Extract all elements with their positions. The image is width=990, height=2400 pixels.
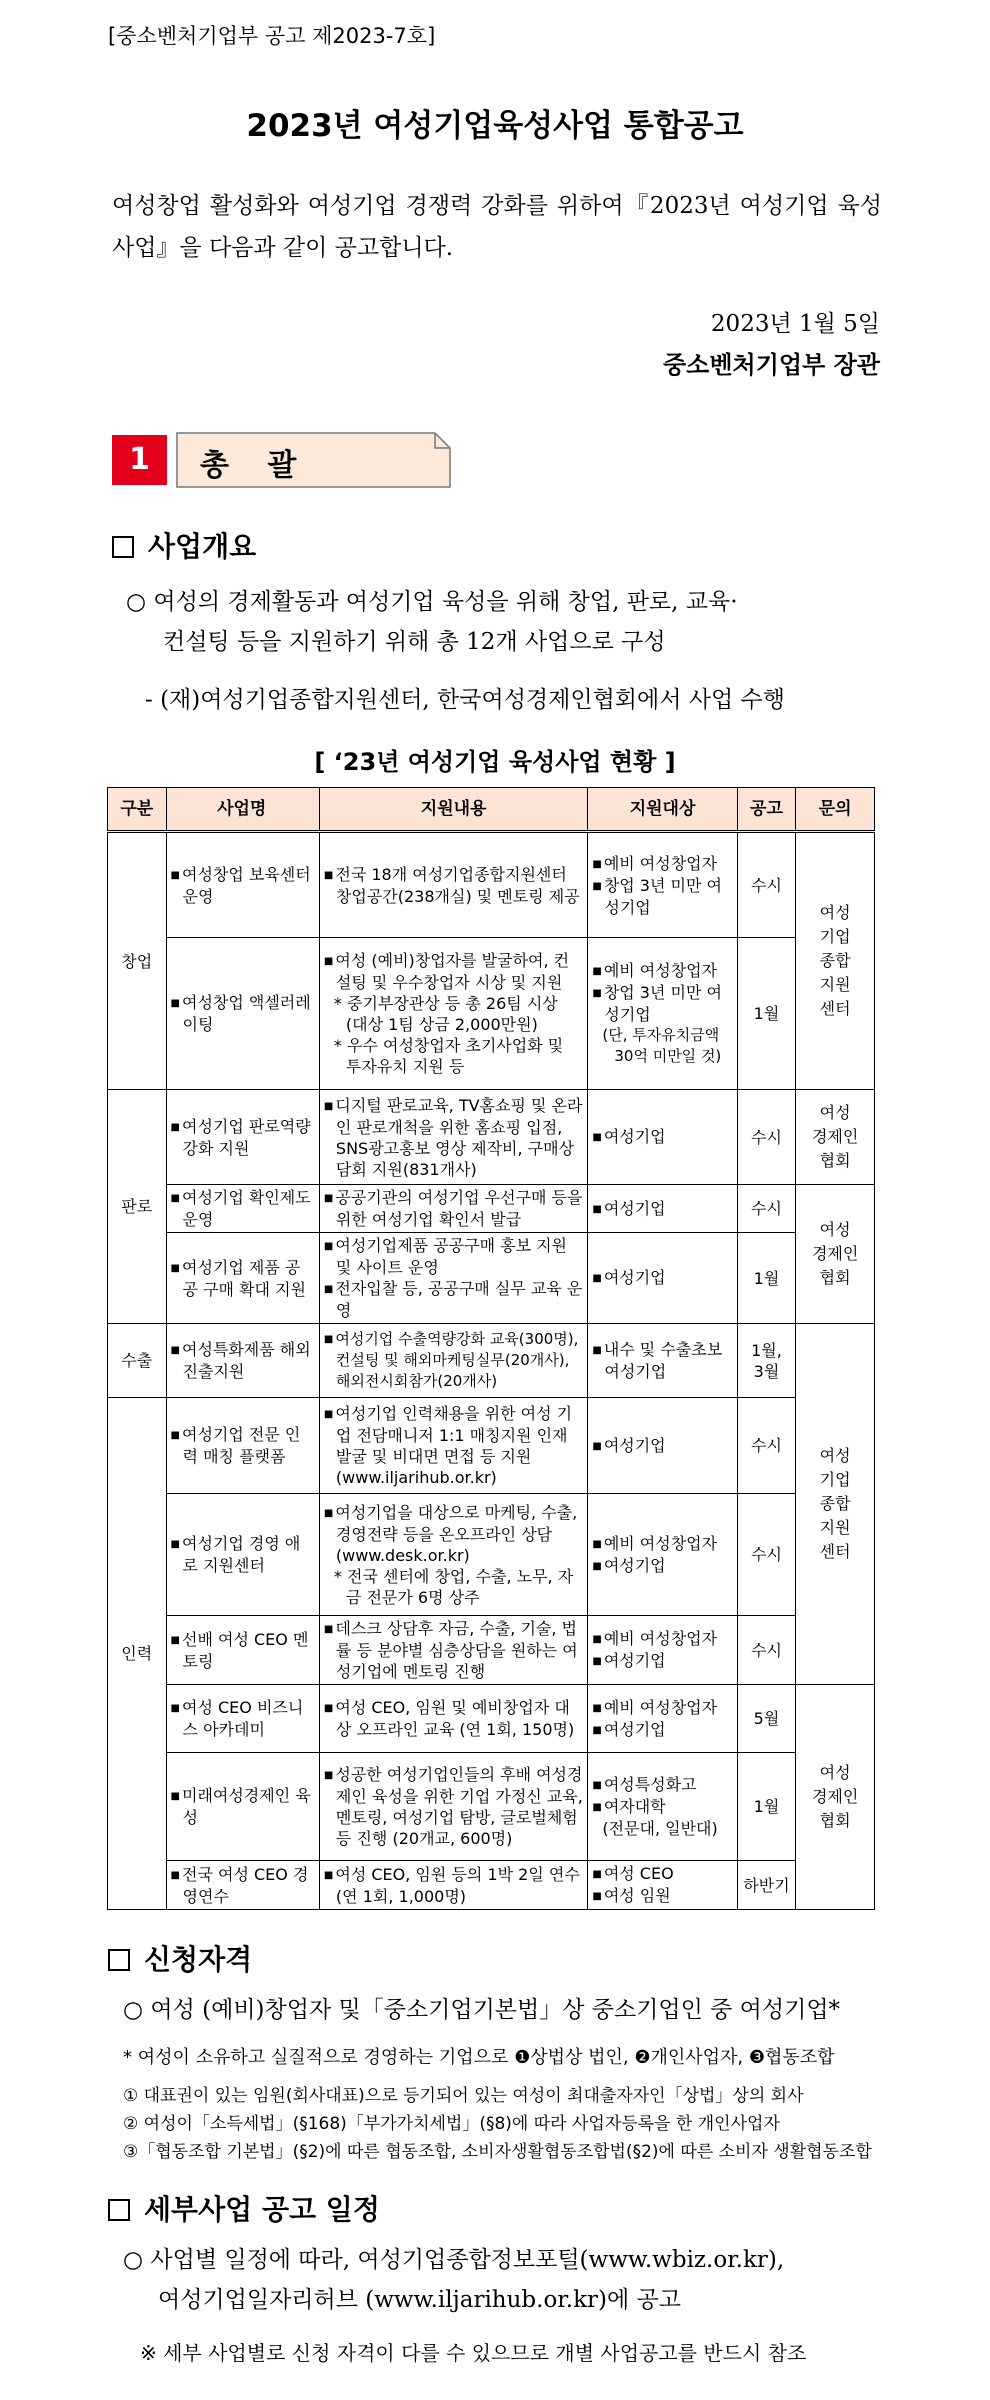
- program-target: ■ 예비 여성창업자 ■ 여성기업: [588, 1494, 737, 1616]
- program-target: ■ 내수 및 수출초보 여성기업: [588, 1324, 737, 1398]
- inquiry-cell: 여성 경제인 협회: [796, 1185, 875, 1324]
- eligibility-note: * 여성이 소유하고 실질적으로 경영하는 기업으로 ❶상법상 법인, ❷개인사업자, ❸협동조합: [123, 2047, 835, 2068]
- program-target: ■ 여성기업: [588, 1090, 737, 1185]
- table-row: [108, 832, 875, 938]
- program-target: ■ 여성기업: [588, 1233, 737, 1324]
- table-title: [ ‘23년 여성기업 육성사업 현황 ]: [314, 748, 676, 776]
- table-row: [108, 1185, 875, 1233]
- intro-paragraph: 여성창업 활성화와 여성기업 경쟁력 강화를 위하여『2023년 여성기업 육성사업』을 다음과 같이 공고합니다.: [112, 193, 882, 261]
- schedule-line-1: ○ 사업별 일정에 따라, 여성기업종합정보포털(www.wbiz.or.kr),: [123, 2247, 785, 2273]
- program-name: ■ 여성기업 전문 인력 매칭 플랫폼: [166, 1398, 319, 1494]
- program-name: ■ 미래여성경제인 육성: [166, 1753, 319, 1861]
- program-content: ■ 공공기관의 여성기업 우선구매 등을 위한 여성기업 확인서 발급: [319, 1185, 587, 1233]
- table-row: [108, 1616, 875, 1685]
- announce-cell: 수시: [737, 1090, 796, 1185]
- program-content: ■ 여성 CEO, 임원 및 예비창업자 대상 오프라인 교육 (연 1회, 150명): [319, 1685, 587, 1753]
- announce-cell: 1월, 3월: [737, 1324, 796, 1398]
- program-name: ■ 여성특화제품 해외진출지원: [166, 1324, 319, 1398]
- header-cell: 문의: [796, 788, 875, 832]
- program-name: ■ 여성기업 판로역량 강화 지원: [166, 1090, 319, 1185]
- announce-cell: 1월: [737, 1753, 796, 1861]
- program-target: ■ 예비 여성창업자 ■ 여성기업: [588, 1616, 737, 1685]
- program-content: ■ 여성 (예비)창업자를 발굴하여, 컨설팅 및 우수창업자 시상 및 지원 * 중기부장관상 등 총 26팀 시상 (대상 1팀 상금 2,000만원) * 우수 여성창업자 초기사업화 및 투자유치 지원 등: [319, 938, 587, 1090]
- header-cell: 지원대상: [588, 788, 737, 832]
- section-number: 1: [112, 435, 167, 485]
- program-target: ■ 예비 여성창업자 ■ 창업 3년 미만 여성기업 (단, 투자유치금액 30억 미만일 것): [588, 938, 737, 1090]
- checkbox-square-icon: [112, 536, 134, 558]
- table-row: [108, 938, 875, 1090]
- program-content: ■ 여성기업제품 공공구매 홍보 지원 및 사이트 운영 ■ 전자입찰 등, 공공구매 실무 교육 운영: [319, 1233, 587, 1324]
- header-cell: 지원내용: [319, 788, 587, 832]
- category-cell: 창업: [108, 832, 167, 1090]
- inquiry-cell: 여성 경제인 협회: [796, 1090, 875, 1185]
- program-name: ■ 여성기업 확인제도 운영: [166, 1185, 319, 1233]
- program-name: ■ 여성기업 경영 애로 지원센터: [166, 1494, 319, 1616]
- program-name: ■ 여성 CEO 비즈니스 아카데미: [166, 1685, 319, 1753]
- eligibility-line: ○ 여성 (예비)창업자 및「중소기업기본법」상 중소기업인 중 여성기업*: [123, 1997, 841, 2023]
- schedule-note: ※ 세부 사업별로 신청 자격이 다를 수 있으므로 개별 사업공고를 반드시 참조: [140, 2341, 807, 2365]
- program-target: ■ 여성기업: [588, 1185, 737, 1233]
- program-content: ■ 여성기업을 대상으로 마케팅, 수출, 경영전략 등을 온오프라인 상담 (www.desk.or.kr) * 전국 센터에 창업, 수출, 노무, 자금 전문가 6명 상주: [319, 1494, 587, 1616]
- announce-cell: 수시: [737, 1398, 796, 1494]
- table-row: [108, 1324, 875, 1398]
- table-row: [108, 1861, 875, 1910]
- program-content: ■ 여성 CEO, 임원 등의 1박 2일 연수(연 1회, 1,000명): [319, 1861, 587, 1910]
- minister-signature: 중소벤처기업부 장관: [662, 351, 880, 379]
- header-cell: 구분: [108, 788, 167, 832]
- eligibility-item: ③「협동조합 기본법」(§2)에 따른 협동조합, 소비자생활협동조합법(§2)에 따른 소비자 생활협동조합: [123, 2142, 872, 2162]
- overview-bullet-cont: 컨설팅 등을 지원하기 위해 총 12개 사업으로 구성: [163, 629, 666, 655]
- inquiry-cell: 여성 경제인 협회: [796, 1685, 875, 1910]
- category-cell: 판로: [108, 1090, 167, 1324]
- table-row: [108, 1398, 875, 1494]
- program-table: [107, 787, 875, 1910]
- announce-cell: 1월: [737, 1233, 796, 1324]
- schedule-line-2: 여성기업일자리허브 (www.iljarihub.or.kr)에 공고: [158, 2287, 681, 2313]
- program-content: ■ 성공한 여성기업인들의 후배 여성경제인 육성을 위한 기업 가정신 교육, 멘토링, 여성기업 탐방, 글로벌체험 등 진행 (20개교, 600명): [319, 1753, 587, 1861]
- program-content: ■ 전국 18개 여성기업종합지원센터 창업공간(238개실) 및 멘토링 제공: [319, 832, 587, 938]
- inquiry-cell: 여성 기업 종합 지원 센터: [796, 832, 875, 1090]
- page-title: 2023년 여성기업육성사업 통합공고: [246, 108, 744, 144]
- program-content: ■ 여성기업 수출역량강화 교육(300명), 컨설팅 및 해외마케팅실무(20개사), 해외전시회참가(20개사): [319, 1324, 587, 1398]
- schedule-heading: 세부사업 공고 일정: [108, 2188, 380, 2228]
- program-name: ■ 여성창업 보육센터 운영: [166, 832, 319, 938]
- announce-cell: 수시: [737, 832, 796, 938]
- program-content: ■ 디지털 판로교육, TV홈쇼핑 및 온라인 판로개척을 위한 홈쇼핑 입점, SNS광고홍보 영상 제작비, 구매상담회 지원(831개사): [319, 1090, 587, 1185]
- program-target: ■ 예비 여성창업자 ■ 여성기업: [588, 1685, 737, 1753]
- table-row: [108, 1233, 875, 1324]
- eligibility-item: ① 대표권이 있는 임원(회사대표)으로 등기되어 있는 여성이 최대출자자인「상법」상의 회사: [123, 2086, 804, 2106]
- table-header-row: [108, 788, 875, 832]
- table-row: [108, 1753, 875, 1861]
- program-name: ■ 여성창업 액셀러레이팅: [166, 938, 319, 1090]
- announce-cell: 5월: [737, 1685, 796, 1753]
- category-cell: 인력: [108, 1398, 167, 1910]
- announce-cell: 1월: [737, 938, 796, 1090]
- header-cell: 공고: [737, 788, 796, 832]
- program-target: ■ 여성 CEO ■ 여성 임원: [588, 1861, 737, 1910]
- eligibility-heading: 신청자격: [108, 1938, 252, 1978]
- header-cell: 사업명: [166, 788, 319, 832]
- program-target: ■ 여성기업: [588, 1398, 737, 1494]
- announce-cell: 하반기: [737, 1861, 796, 1910]
- program-name: ■ 여성기업 제품 공공 구매 확대 지원: [166, 1233, 319, 1324]
- overview-heading: 사업개요: [112, 525, 256, 565]
- announce-cell: 수시: [737, 1616, 796, 1685]
- table-row: [108, 1685, 875, 1753]
- program-name: ■ 전국 여성 CEO 경영연수: [166, 1861, 319, 1910]
- eligibility-item: ② 여성이「소득세법」(§168)「부가가치세법」(§8)에 따라 사업자등록을 한 개인사업자: [123, 2114, 780, 2134]
- program-name: ■ 선배 여성 CEO 멘토링: [166, 1616, 319, 1685]
- category-cell: 수출: [108, 1324, 167, 1398]
- checkbox-square-icon: [108, 1949, 130, 1971]
- eligibility-items: [123, 2082, 872, 2166]
- announce-cell: 수시: [737, 1185, 796, 1233]
- program-target: ■ 예비 여성창업자 ■ 창업 3년 미만 여성기업: [588, 832, 737, 938]
- checkbox-square-icon: [108, 2199, 130, 2221]
- overview-bullet: ○ 여성의 경제활동과 여성기업 육성을 위해 창업, 판로, 교육·: [126, 589, 738, 615]
- program-target: ■ 여성특성화고 ■ 여자대학 (전문대, 일반대): [588, 1753, 737, 1861]
- table-row: [108, 1090, 875, 1185]
- overview-dash: - (재)여성기업종합지원센터, 한국여성경제인협회에서 사업 수행: [145, 687, 785, 713]
- notice-number: [중소벤처기업부 공고 제2023-7호]: [108, 24, 436, 48]
- table-row: [108, 1494, 875, 1616]
- announce-cell: 수시: [737, 1494, 796, 1616]
- announcement-date: 2023년 1월 5일: [710, 311, 880, 337]
- section-label: 총 괄: [200, 448, 311, 483]
- inquiry-cell: 여성 기업 종합 지원 센터: [796, 1324, 875, 1685]
- program-content: ■ 여성기업 인력채용을 위한 여성 기업 전담매니저 1:1 매칭지원 인재 발굴 및 비대면 면접 등 지원 (www.iljarihub.or.kr): [319, 1398, 587, 1494]
- program-content: ■ 데스크 상담후 자금, 수출, 기술, 법률 등 분야별 심층상담을 원하는 여성기업에 멘토링 진행: [319, 1616, 587, 1685]
